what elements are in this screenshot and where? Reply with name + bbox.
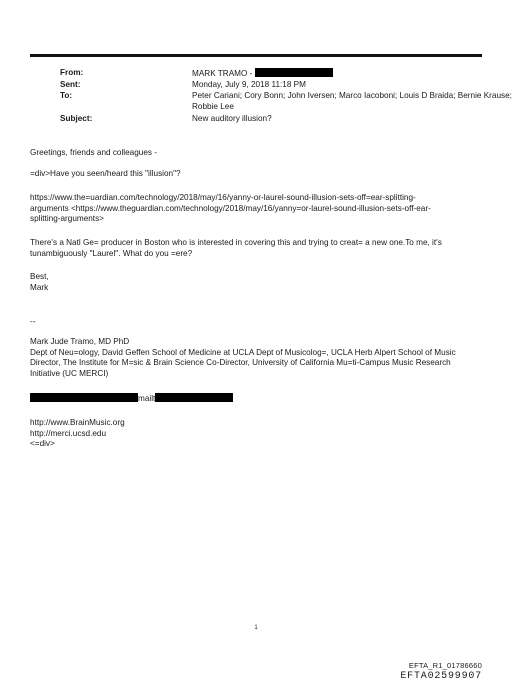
redaction-box <box>155 393 233 402</box>
main-paragraph <box>30 238 482 259</box>
signature-line-3: Initiative (UC MERCI) <box>30 368 109 378</box>
document-code-2: EFTA02599907 <box>400 671 482 682</box>
to-value-line2: Robbie Lee <box>192 102 234 111</box>
signature <box>30 337 482 379</box>
url-merci: http://merci.ucsd.edu <box>30 428 106 438</box>
link-line-3: splitting-arguments> <box>30 214 104 223</box>
article-link <box>30 193 482 225</box>
from-value <box>192 68 512 79</box>
page-number: 1 <box>254 625 258 631</box>
subject-label: Subject: <box>60 114 93 123</box>
sent-label: Sent: <box>60 80 81 89</box>
redaction-box <box>255 68 333 77</box>
signature-line-1: Dept of Neu=ology, David Geffen School of Medicine at UCLA Dept of Musicolog=, UCLA Herb Alpert School of Music <box>30 347 456 357</box>
question-line: =div>Have you seen/heard this "illusion"? <box>30 169 181 178</box>
signature-line-2: Director, The Institute for M=sic & Brain Science Co-Director, University of California Mu=ti-Campus Music Research <box>30 358 451 367</box>
greeting: Greetings, friends and colleagues - <box>30 148 157 157</box>
link-line-2: arguments <https://www.theguardian.com/technology/2018/may/16/yanny=or-laurel-sound-illusion-sets-off-ear- <box>30 203 431 213</box>
signature-separator: -- <box>30 317 36 326</box>
from-label: From: <box>60 68 84 77</box>
link-line-1: https://www.the=uardian.com/technology/2018/may/16/yanny-or-laurel-sound-illusion-sets-off=ear-splitting- <box>30 193 416 202</box>
to-value-line1: Peter Cariani; Cory Bonn; John Iversen; Marco Iacoboni; Louis D Braida; Bernie Krause; <box>192 91 512 100</box>
closing <box>30 272 482 293</box>
closing-best: Best, <box>30 272 49 281</box>
closing-name: Mark <box>30 282 49 292</box>
urls <box>30 418 482 450</box>
to-label: To: <box>60 91 73 100</box>
mailto-line <box>30 393 482 405</box>
end-div-tag: <=div> <box>30 439 55 448</box>
document-code-1: EFTA_R1_01786660 <box>408 661 482 670</box>
paragraph-line-1: There's a Natl Ge= producer in Boston who is interested in covering this and trying to creat= a new one.To me, it's <box>30 238 442 247</box>
signature-name: Mark Jude Tramo, MD PhD <box>30 337 130 346</box>
subject-value: New auditory illusion? <box>192 114 272 123</box>
paragraph-line-2: tunambiguously "Laurel". What do you =ere? <box>30 248 193 258</box>
from-name: MARK TRAMO - <box>192 69 253 78</box>
url-brainmusic: http://www.BrainMusic.org <box>30 418 125 427</box>
header-rule <box>30 54 482 57</box>
mailto-text: mailt <box>138 394 156 403</box>
redaction-box <box>30 393 138 402</box>
sent-value: Monday, July 9, 2018 11:18 PM <box>192 80 306 89</box>
